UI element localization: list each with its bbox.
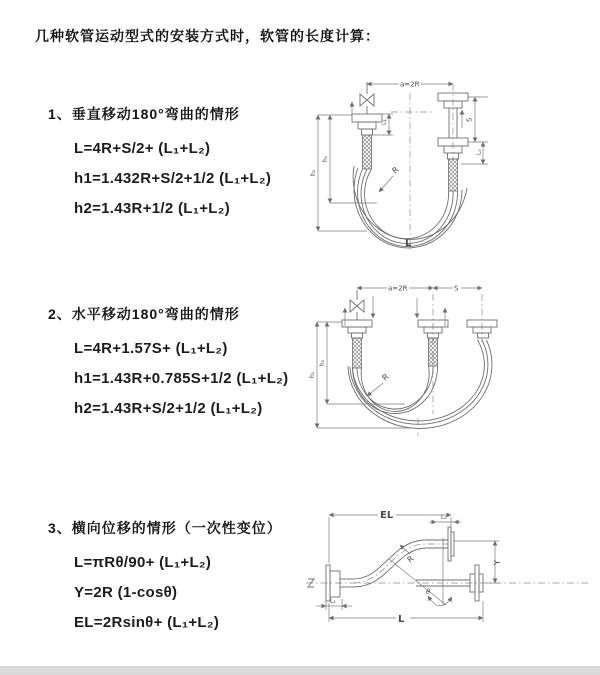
radius-leader xyxy=(400,545,416,565)
section-3 xyxy=(48,518,282,638)
formula-length: L=πRθ/90+ (L₁+L₂) xyxy=(74,554,212,571)
footer-strip xyxy=(0,666,600,675)
middle-flange-assembly xyxy=(418,320,448,366)
formula-length: L=4R+1.57S+ (L₁+L₂) xyxy=(74,340,228,357)
diagram-vertical-180-bend xyxy=(305,68,595,258)
dim-label-el: EL xyxy=(380,510,394,521)
braided-hose-right xyxy=(449,159,458,191)
dim-label-l1: L₁ xyxy=(381,119,388,125)
dim-label-a2r: a=2R xyxy=(400,80,420,89)
dim-label-l: L xyxy=(405,238,412,249)
formula-y: Y=2R (1-cosθ) xyxy=(74,584,178,601)
dim-label-h1: h₁ xyxy=(322,155,329,162)
dimension-s xyxy=(461,97,488,164)
radius-leader xyxy=(367,372,391,396)
section-3-formulas xyxy=(48,548,282,638)
section-2-heading: 2、水平移动180°弯曲的情形 xyxy=(48,306,240,322)
dim-label-r: R xyxy=(405,554,416,565)
dim-label-l1: L₁ xyxy=(330,598,336,605)
page-title: 几种软管运动型式的安装方式时，软管的长度计算： xyxy=(35,28,380,44)
dim-label-l2: L₂ xyxy=(441,514,447,521)
u-bend-position-2 xyxy=(348,340,492,428)
dim-label-r: R xyxy=(390,165,401,176)
section-3-heading: 3、横向位移的情形（一次性变位） xyxy=(48,520,282,536)
valve-symbol xyxy=(360,82,374,114)
dimension-s xyxy=(433,285,482,293)
dimension-el xyxy=(329,510,451,563)
upper-flange-assembly xyxy=(448,527,454,561)
valve-symbol xyxy=(350,290,364,320)
dim-label-l2: L₂ xyxy=(475,149,483,155)
section-1-formulas xyxy=(48,134,271,224)
radius-leader xyxy=(379,165,401,192)
dimension-a2r xyxy=(357,285,433,293)
dim-label-h1: h₁ xyxy=(319,359,326,366)
formula-el: EL=2Rsinθ+ (L₁+L₂) xyxy=(74,614,220,631)
dimension-l2 xyxy=(476,142,484,164)
dim-label-h2: h₂ xyxy=(310,169,317,176)
dimension-a2r xyxy=(367,81,453,89)
braided-hose-left xyxy=(353,338,362,368)
left-flange-assembly xyxy=(352,114,382,169)
section-1-heading: 1、垂直移动180°弯曲的情形 xyxy=(48,106,240,122)
dim-label-l: L xyxy=(398,614,405,625)
dimension-l1 xyxy=(316,598,352,610)
formula-length: L=4R+S/2+ (L₁+L₂) xyxy=(74,140,211,157)
dim-label-h2: h₂ xyxy=(309,371,316,378)
formula-h2: h2=1.43R+S/2+1/2 (L₁+L₂) xyxy=(74,400,263,417)
section-2-formulas xyxy=(48,334,288,424)
formula-h1: h1=1.43R+0.785S+1/2 (L₁+L₂) xyxy=(74,370,289,387)
dim-label-y: Y xyxy=(493,560,502,565)
dim-label-s: S xyxy=(454,284,459,293)
braided-hose-left xyxy=(363,135,372,169)
dim-label-a2r: a=2R xyxy=(388,284,408,293)
section-1 xyxy=(48,104,271,224)
dim-label-r: R xyxy=(380,372,391,383)
left-flange-assembly xyxy=(342,320,372,368)
diagram-lateral-displacement xyxy=(298,503,598,643)
braided-hose-middle xyxy=(429,338,438,366)
formula-h2: h2=1.43R+1/2 (L₁+L₂) xyxy=(74,200,231,217)
dimension-h1 xyxy=(319,322,405,404)
dimension-y xyxy=(454,541,502,583)
angle-label-theta: θ xyxy=(426,588,431,596)
dimension-l xyxy=(329,601,483,625)
diagram-horizontal-180-bend xyxy=(305,276,595,450)
section-2 xyxy=(48,304,288,424)
dim-label-s: S xyxy=(465,117,474,122)
formula-h1: h1=1.432R+S/2+1/2 (L₁+L₂) xyxy=(74,170,272,187)
